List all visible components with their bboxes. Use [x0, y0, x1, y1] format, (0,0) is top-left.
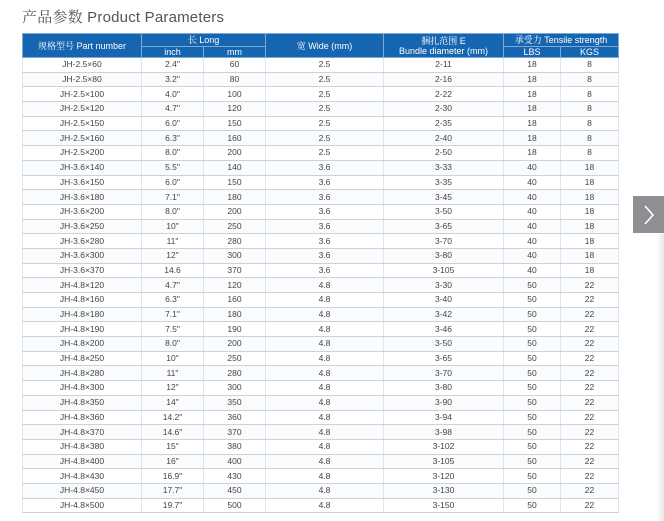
- cell-inch: 2.4": [142, 58, 204, 73]
- cell-inch: 8.0": [142, 337, 204, 352]
- cell-lbs: 18: [504, 102, 561, 117]
- cell-lbs: 50: [504, 454, 561, 469]
- cell-part: JH-4.8×190: [23, 322, 142, 337]
- cell-inch: 6.3": [142, 293, 204, 308]
- cell-wide: 2.5: [266, 102, 384, 117]
- cell-lbs: 50: [504, 381, 561, 396]
- cell-bundle: 3-130: [384, 483, 504, 498]
- table-row: [23, 307, 619, 322]
- table-row: [23, 278, 619, 293]
- cell-inch: 8.0": [142, 204, 204, 219]
- cell-part: JH-4.8×250: [23, 351, 142, 366]
- cell-inch: 14.6": [142, 425, 204, 440]
- cell-mm: 300: [204, 381, 266, 396]
- cell-lbs: 40: [504, 160, 561, 175]
- cell-kgs: 18: [561, 204, 619, 219]
- table-row: [23, 263, 619, 278]
- table-row: [23, 410, 619, 425]
- cell-bundle: 3-42: [384, 307, 504, 322]
- cell-mm: 150: [204, 116, 266, 131]
- cell-inch: 16": [142, 454, 204, 469]
- cell-part: JH-4.8×380: [23, 439, 142, 454]
- cell-part: JH-4.8×180: [23, 307, 142, 322]
- cell-wide: 2.5: [266, 116, 384, 131]
- cell-part: JH-2.5×80: [23, 72, 142, 87]
- cell-wide: 3.6: [266, 190, 384, 205]
- cell-mm: 280: [204, 234, 266, 249]
- table-row: [23, 454, 619, 469]
- cell-inch: 3.2": [142, 72, 204, 87]
- cell-kgs: 18: [561, 248, 619, 263]
- cell-part: JH-4.8×160: [23, 293, 142, 308]
- cell-kgs: 18: [561, 263, 619, 278]
- cell-wide: 4.8: [266, 278, 384, 293]
- cell-inch: 6.3": [142, 131, 204, 146]
- cell-bundle: 3-90: [384, 395, 504, 410]
- cell-wide: 4.8: [266, 322, 384, 337]
- cell-lbs: 40: [504, 263, 561, 278]
- table-body: [23, 58, 619, 513]
- header-kgs: KGS: [561, 47, 619, 58]
- cell-inch: 15": [142, 439, 204, 454]
- cell-kgs: 18: [561, 175, 619, 190]
- cell-part: JH-2.5×120: [23, 102, 142, 117]
- cell-inch: 17.7": [142, 483, 204, 498]
- cell-bundle: 3-65: [384, 219, 504, 234]
- cell-mm: 60: [204, 58, 266, 73]
- cell-bundle: 3-105: [384, 263, 504, 278]
- cell-wide: 4.8: [266, 439, 384, 454]
- cell-wide: 3.6: [266, 234, 384, 249]
- cell-inch: 14.2": [142, 410, 204, 425]
- cell-kgs: 22: [561, 307, 619, 322]
- cell-lbs: 40: [504, 219, 561, 234]
- table-row: [23, 425, 619, 440]
- cell-mm: 250: [204, 219, 266, 234]
- cell-kgs: 18: [561, 160, 619, 175]
- cell-mm: 430: [204, 469, 266, 484]
- cell-mm: 360: [204, 410, 266, 425]
- cell-kgs: 18: [561, 219, 619, 234]
- cell-mm: 160: [204, 131, 266, 146]
- cell-mm: 180: [204, 307, 266, 322]
- cell-inch: 11": [142, 234, 204, 249]
- cell-wide: 3.6: [266, 204, 384, 219]
- cell-part: JH-4.8×400: [23, 454, 142, 469]
- cell-lbs: 50: [504, 498, 561, 513]
- cell-bundle: 3-80: [384, 381, 504, 396]
- header-wide: 宽 Wide (mm): [266, 34, 384, 58]
- cell-mm: 190: [204, 322, 266, 337]
- cell-kgs: 8: [561, 131, 619, 146]
- cell-wide: 2.5: [266, 131, 384, 146]
- cell-bundle: 3-46: [384, 322, 504, 337]
- product-parameters-table-wrap: [22, 33, 618, 513]
- cell-inch: 10": [142, 351, 204, 366]
- cell-part: JH-4.8×370: [23, 425, 142, 440]
- cell-bundle: 2-50: [384, 146, 504, 161]
- table-row: [23, 190, 619, 205]
- cell-lbs: 18: [504, 58, 561, 73]
- cell-kgs: 22: [561, 410, 619, 425]
- cell-lbs: 40: [504, 234, 561, 249]
- chevron-right-icon: [643, 205, 655, 225]
- cell-bundle: 2-35: [384, 116, 504, 131]
- cell-kgs: 22: [561, 278, 619, 293]
- cell-kgs: 22: [561, 337, 619, 352]
- cell-kgs: 22: [561, 381, 619, 396]
- cell-mm: 140: [204, 160, 266, 175]
- table-row: [23, 204, 619, 219]
- cell-bundle: 3-33: [384, 160, 504, 175]
- cell-mm: 120: [204, 278, 266, 293]
- cell-bundle: 3-70: [384, 234, 504, 249]
- cell-inch: 6.0": [142, 175, 204, 190]
- cell-bundle: 3-105: [384, 454, 504, 469]
- cell-wide: 2.5: [266, 146, 384, 161]
- table-row: [23, 146, 619, 161]
- cell-kgs: 22: [561, 469, 619, 484]
- cell-wide: 4.8: [266, 366, 384, 381]
- cell-part: JH-3.6×250: [23, 219, 142, 234]
- cell-inch: 10": [142, 219, 204, 234]
- cell-bundle: 3-80: [384, 248, 504, 263]
- cell-mm: 500: [204, 498, 266, 513]
- table-row: [23, 483, 619, 498]
- cell-bundle: 3-50: [384, 204, 504, 219]
- cell-part: JH-4.8×430: [23, 469, 142, 484]
- cell-inch: 4.0": [142, 87, 204, 102]
- cell-lbs: 50: [504, 322, 561, 337]
- cell-inch: 16.9": [142, 469, 204, 484]
- next-arrow-button[interactable]: [633, 196, 664, 233]
- cell-lbs: 40: [504, 204, 561, 219]
- cell-lbs: 50: [504, 439, 561, 454]
- cell-bundle: 3-94: [384, 410, 504, 425]
- cell-wide: 3.6: [266, 248, 384, 263]
- cell-kgs: 8: [561, 102, 619, 117]
- cell-wide: 4.8: [266, 425, 384, 440]
- cell-part: JH-4.8×350: [23, 395, 142, 410]
- cell-mm: 250: [204, 351, 266, 366]
- cell-mm: 280: [204, 366, 266, 381]
- header-bundle-diameter: [384, 34, 504, 58]
- cell-kgs: 22: [561, 366, 619, 381]
- table-row: [23, 337, 619, 352]
- cell-mm: 180: [204, 190, 266, 205]
- table-row: [23, 248, 619, 263]
- table-row: [23, 322, 619, 337]
- cell-lbs: 18: [504, 87, 561, 102]
- table-row: [23, 160, 619, 175]
- table-row: [23, 395, 619, 410]
- cell-inch: 14": [142, 395, 204, 410]
- cell-lbs: 50: [504, 337, 561, 352]
- cell-inch: 11": [142, 366, 204, 381]
- cell-bundle: 3-150: [384, 498, 504, 513]
- cell-bundle: 3-70: [384, 366, 504, 381]
- cell-inch: 12": [142, 248, 204, 263]
- cell-wide: 4.8: [266, 483, 384, 498]
- cell-part: JH-3.6×370: [23, 263, 142, 278]
- cell-kgs: 22: [561, 439, 619, 454]
- cell-part: JH-2.5×160: [23, 131, 142, 146]
- cell-lbs: 18: [504, 72, 561, 87]
- cell-part: JH-2.5×60: [23, 58, 142, 73]
- cell-part: JH-3.6×180: [23, 190, 142, 205]
- cell-lbs: 50: [504, 278, 561, 293]
- cell-lbs: 50: [504, 366, 561, 381]
- cell-kgs: 22: [561, 322, 619, 337]
- cell-kgs: 22: [561, 498, 619, 513]
- cell-mm: 400: [204, 454, 266, 469]
- cell-bundle: 3-40: [384, 293, 504, 308]
- cell-wide: 4.8: [266, 307, 384, 322]
- cell-lbs: 40: [504, 190, 561, 205]
- table-row: [23, 293, 619, 308]
- cell-bundle: 3-45: [384, 190, 504, 205]
- table-row: [23, 58, 619, 73]
- table-row: [23, 116, 619, 131]
- cell-kgs: 22: [561, 293, 619, 308]
- cell-lbs: 40: [504, 248, 561, 263]
- cell-lbs: 50: [504, 410, 561, 425]
- cell-mm: 300: [204, 248, 266, 263]
- cell-inch: 4.7": [142, 278, 204, 293]
- cell-mm: 200: [204, 146, 266, 161]
- header-inch: inch: [142, 47, 204, 58]
- cell-inch: 8.0": [142, 146, 204, 161]
- header-part-number: 规格型号 Part number: [23, 34, 142, 58]
- cell-part: JH-4.8×500: [23, 498, 142, 513]
- cell-bundle: 2-30: [384, 102, 504, 117]
- cell-mm: 120: [204, 102, 266, 117]
- cell-wide: 4.8: [266, 410, 384, 425]
- cell-inch: 5.5": [142, 160, 204, 175]
- table-row: [23, 366, 619, 381]
- cell-bundle: 3-65: [384, 351, 504, 366]
- cell-kgs: 8: [561, 146, 619, 161]
- cell-bundle: 3-120: [384, 469, 504, 484]
- cell-kgs: 22: [561, 483, 619, 498]
- cell-inch: 7.5": [142, 322, 204, 337]
- cell-mm: 370: [204, 263, 266, 278]
- cell-part: JH-2.5×100: [23, 87, 142, 102]
- cell-lbs: 40: [504, 175, 561, 190]
- table-row: [23, 102, 619, 117]
- table-row: [23, 351, 619, 366]
- table-row: [23, 439, 619, 454]
- header-bundle-top: 捆扎范围 E: [421, 35, 466, 46]
- cell-inch: 4.7": [142, 102, 204, 117]
- cell-wide: 4.8: [266, 395, 384, 410]
- cell-lbs: 50: [504, 483, 561, 498]
- header-tensile-strength: 承受力 Tensile strength: [504, 34, 619, 47]
- cell-bundle: 3-98: [384, 425, 504, 440]
- cell-kgs: 8: [561, 58, 619, 73]
- cell-lbs: 18: [504, 116, 561, 131]
- cell-inch: 12": [142, 381, 204, 396]
- cell-part: JH-3.6×200: [23, 204, 142, 219]
- cell-wide: 2.5: [266, 58, 384, 73]
- cell-bundle: 3-50: [384, 337, 504, 352]
- header-bundle-bottom: Bundle diameter (mm): [398, 45, 489, 56]
- cell-wide: 3.6: [266, 219, 384, 234]
- cell-part: JH-4.8×300: [23, 381, 142, 396]
- cell-inch: 7.1": [142, 307, 204, 322]
- cell-part: JH-4.8×200: [23, 337, 142, 352]
- product-parameters-table: [22, 33, 619, 513]
- cell-part: JH-2.5×150: [23, 116, 142, 131]
- cell-part: JH-3.6×300: [23, 248, 142, 263]
- cell-wide: 4.8: [266, 454, 384, 469]
- cell-mm: 160: [204, 293, 266, 308]
- cell-part: JH-3.6×140: [23, 160, 142, 175]
- cell-mm: 380: [204, 439, 266, 454]
- header-mm: mm: [204, 47, 266, 58]
- table-row: [23, 72, 619, 87]
- cell-mm: 450: [204, 483, 266, 498]
- cell-part: JH-4.8×450: [23, 483, 142, 498]
- cell-inch: 6.0": [142, 116, 204, 131]
- cell-wide: 2.5: [266, 87, 384, 102]
- cell-wide: 4.8: [266, 498, 384, 513]
- cell-wide: 4.8: [266, 351, 384, 366]
- header-long: 长 Long: [142, 34, 266, 47]
- table-row: [23, 234, 619, 249]
- cell-kgs: 18: [561, 190, 619, 205]
- cell-kgs: 8: [561, 72, 619, 87]
- cell-bundle: 2-40: [384, 131, 504, 146]
- cell-wide: 3.6: [266, 175, 384, 190]
- table-row: [23, 175, 619, 190]
- cell-bundle: 3-102: [384, 439, 504, 454]
- cell-lbs: 50: [504, 425, 561, 440]
- table-row: [23, 381, 619, 396]
- cell-kgs: 22: [561, 351, 619, 366]
- cell-part: JH-4.8×360: [23, 410, 142, 425]
- cell-wide: 4.8: [266, 337, 384, 352]
- cell-wide: 4.8: [266, 469, 384, 484]
- cell-part: JH-3.6×150: [23, 175, 142, 190]
- cell-lbs: 50: [504, 293, 561, 308]
- cell-mm: 100: [204, 87, 266, 102]
- cell-bundle: 2-16: [384, 72, 504, 87]
- cell-wide: 2.5: [266, 72, 384, 87]
- cell-mm: 370: [204, 425, 266, 440]
- cell-inch: 19.7": [142, 498, 204, 513]
- cell-bundle: 3-35: [384, 175, 504, 190]
- cell-lbs: 50: [504, 395, 561, 410]
- cell-inch: 14.6: [142, 263, 204, 278]
- cell-part: JH-4.8×280: [23, 366, 142, 381]
- cell-kgs: 22: [561, 395, 619, 410]
- cell-part: JH-2.5×200: [23, 146, 142, 161]
- cell-wide: 3.6: [266, 263, 384, 278]
- table-row: [23, 131, 619, 146]
- cell-kgs: 22: [561, 454, 619, 469]
- table-row: [23, 87, 619, 102]
- cell-mm: 200: [204, 337, 266, 352]
- table-row: [23, 219, 619, 234]
- cell-lbs: 50: [504, 307, 561, 322]
- cell-bundle: 2-11: [384, 58, 504, 73]
- cell-wide: 4.8: [266, 381, 384, 396]
- cell-bundle: 2-22: [384, 87, 504, 102]
- cell-part: JH-4.8×120: [23, 278, 142, 293]
- cell-wide: 4.8: [266, 293, 384, 308]
- cell-lbs: 50: [504, 469, 561, 484]
- cell-inch: 7.1": [142, 190, 204, 205]
- header-lbs: LBS: [504, 47, 561, 58]
- cell-mm: 200: [204, 204, 266, 219]
- cell-wide: 3.6: [266, 160, 384, 175]
- cell-kgs: 8: [561, 116, 619, 131]
- table-row: [23, 469, 619, 484]
- cell-bundle: 3-30: [384, 278, 504, 293]
- cell-mm: 150: [204, 175, 266, 190]
- cell-kgs: 18: [561, 234, 619, 249]
- page-title: 产品参数 Product Parameters: [22, 9, 225, 26]
- cell-part: JH-3.6×280: [23, 234, 142, 249]
- cell-lbs: 18: [504, 131, 561, 146]
- cell-kgs: 8: [561, 87, 619, 102]
- page-edge-shadow: [656, 234, 664, 521]
- cell-mm: 350: [204, 395, 266, 410]
- cell-lbs: 18: [504, 146, 561, 161]
- table-row: [23, 498, 619, 513]
- cell-mm: 80: [204, 72, 266, 87]
- cell-kgs: 22: [561, 425, 619, 440]
- cell-lbs: 50: [504, 351, 561, 366]
